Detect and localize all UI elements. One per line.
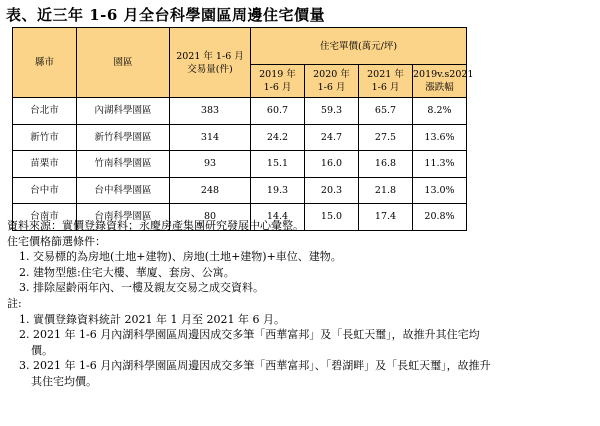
- cell-change: 13.0%: [413, 177, 467, 204]
- cell-price-2019: 24.2: [251, 124, 305, 151]
- criteria-item: 1. 交易標的為房地(土地+建物)、房地(土地+建物)+車位、建物。: [19, 250, 342, 264]
- cell-price-2019: 14.4: [251, 204, 305, 231]
- cell-park: 台中科學園區: [77, 177, 170, 204]
- remark-continuation-text: 價。: [31, 343, 53, 357]
- header-change-line1: 2019v.s2021: [413, 69, 474, 80]
- header-2020: [305, 65, 359, 98]
- housing-price-table: [12, 27, 474, 231]
- cell-city: 台北市: [13, 98, 77, 125]
- page-title: 表、近三年 1-6 月全台科學園區周邊住宅價量: [6, 6, 326, 24]
- header-2021-line1: 2021 年: [367, 69, 404, 80]
- cell-price-2021: 16.8: [359, 151, 413, 178]
- header-city: 縣市: [13, 28, 77, 98]
- source-note: 資料來源：實價登錄資料；永慶房產集團研究發展中心彙整。: [7, 219, 304, 232]
- header-park: 園區: [77, 28, 170, 98]
- cell-price-2020: 24.7: [305, 124, 359, 151]
- cell-change: 13.6%: [413, 124, 467, 151]
- remark-item: 3. 2021 年 1-6 月內湖科學園區周邊因成交多筆「西華富邦」、「碧湖畔」及「長虹天璽」，故推升: [19, 359, 491, 373]
- cell-volume: 93: [170, 151, 251, 178]
- cell-volume: 314: [170, 124, 251, 151]
- cell-price-2019: 15.1: [251, 151, 305, 178]
- header-unit-price: 住宅單價(萬元/坪): [251, 28, 467, 65]
- criteria-item: 3. 排除屋齡兩年內、一樓及親友交易之成交資料。: [19, 281, 264, 295]
- header-2021-line2: 1-6 月: [371, 82, 400, 93]
- cell-volume: 248: [170, 177, 251, 204]
- header-change: [413, 65, 474, 98]
- cell-park: 竹南科學園區: [77, 151, 170, 178]
- header-2021: [359, 65, 413, 98]
- table-row: [13, 124, 467, 151]
- cell-city: 台南市: [13, 204, 77, 231]
- cell-price-2019: 19.3: [251, 177, 305, 204]
- cell-price-2021: 27.5: [359, 124, 413, 151]
- notes-section: [7, 218, 595, 390]
- table-row: [13, 151, 467, 178]
- cell-price-2019: 60.7: [251, 98, 305, 125]
- remark-item: 1. 實價登錄資料統計 2021 年 1 月至 2021 年 6 月。: [19, 312, 285, 326]
- header-2020-line1: 2020 年: [313, 69, 350, 80]
- header-2019: [251, 65, 305, 98]
- remarks-title: 註:: [7, 296, 22, 310]
- cell-price-2021: 21.8: [359, 177, 413, 204]
- cell-price-2021: 17.4: [359, 204, 413, 231]
- table-row: [13, 177, 467, 204]
- header-volume-line2: 交易量(件): [187, 63, 233, 75]
- header-row-top: [13, 28, 467, 65]
- cell-park: 內湖科學園區: [77, 98, 170, 125]
- remark-item: 2. 2021 年 1-6 月內湖科學園區周邊因成交多筆「西華富邦」及「長虹天璽」，故推升其住宅均: [19, 328, 480, 342]
- cell-price-2020: 20.3: [305, 177, 359, 204]
- cell-change: 8.2%: [413, 98, 467, 125]
- remark-item-continuation: [7, 343, 595, 359]
- cell-volume: 80: [170, 204, 251, 231]
- header-volume-line1: 2021 年 1-6 月: [176, 50, 244, 62]
- cell-city: 新竹市: [13, 124, 77, 151]
- header-2019-line1: 2019 年: [259, 69, 296, 80]
- cell-volume: 383: [170, 98, 251, 125]
- header-change-line2: 漲跌幅: [425, 82, 454, 93]
- header-2020-line2: 1-6 月: [317, 82, 346, 93]
- header-volume: [170, 28, 251, 98]
- cell-park: 新竹科學園區: [77, 124, 170, 151]
- cell-price-2020: 59.3: [305, 98, 359, 125]
- cell-price-2020: 16.0: [305, 151, 359, 178]
- cell-city: 苗栗市: [13, 151, 77, 178]
- cell-park: 台南科學園區: [77, 204, 170, 231]
- cell-change: 20.8%: [413, 204, 467, 231]
- criteria-item: 2. 建物型態:住宅大樓、華廈、套房、公寓。: [19, 265, 235, 279]
- cell-price-2021: 65.7: [359, 98, 413, 125]
- table-row: [13, 98, 467, 125]
- remark-continuation-text: 其住宅均價。: [31, 374, 97, 388]
- criteria-title: 住宅價格篩選條件：: [7, 234, 106, 248]
- header-2019-line2: 1-6 月: [263, 82, 292, 93]
- remark-item-continuation: [7, 374, 595, 390]
- cell-city: 台中市: [13, 177, 77, 204]
- cell-price-2020: 15.0: [305, 204, 359, 231]
- cell-change: 11.3%: [413, 151, 467, 178]
